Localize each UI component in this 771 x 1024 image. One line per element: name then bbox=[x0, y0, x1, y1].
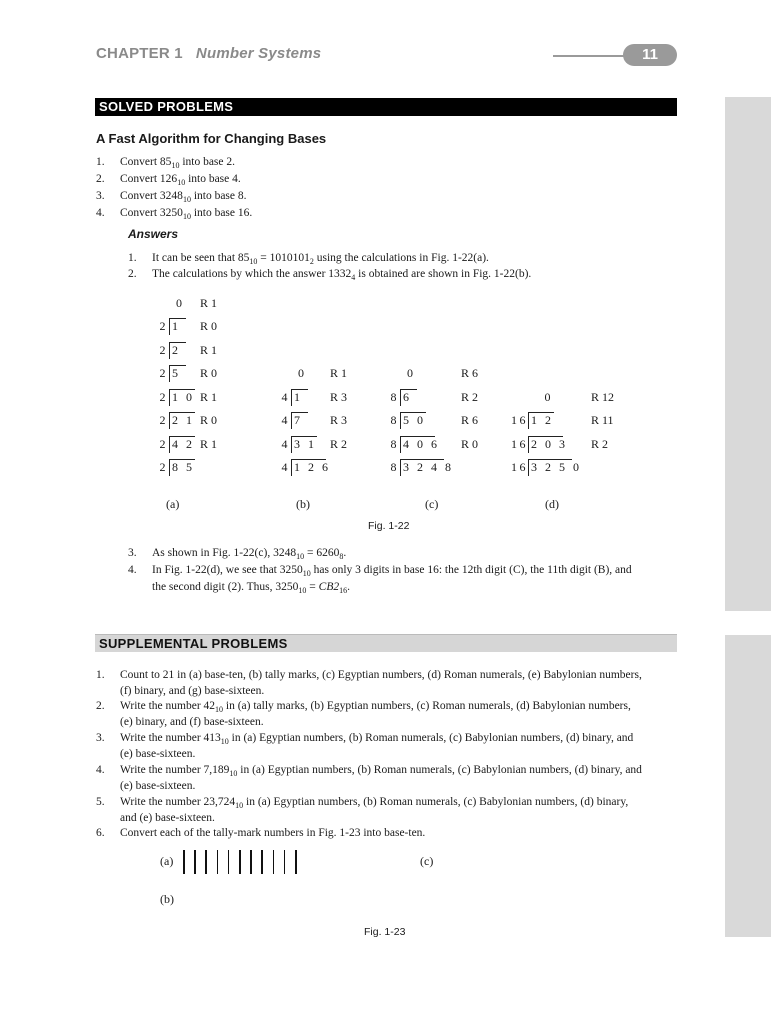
text-segment: 10 bbox=[249, 257, 258, 266]
text-segment: 10 bbox=[220, 737, 229, 746]
text-segment: 10 bbox=[215, 705, 224, 714]
text-segment: Write the number 23,724 bbox=[120, 796, 236, 808]
quotient-digits: 6 bbox=[403, 389, 412, 404]
figure-1-22-panel-label: (d) bbox=[545, 497, 559, 511]
remainder: R 2 bbox=[330, 436, 348, 451]
text-segment: in (a) tally marks, (b) Egyptian numbers, (c) Roman numerals, (d) Babylonian numbers, bbox=[223, 700, 631, 712]
figure-1-23-caption: Fig. 1-23 bbox=[364, 926, 406, 938]
tally-stroke bbox=[261, 850, 263, 874]
running-header bbox=[96, 45, 321, 62]
text-segment: 10 bbox=[296, 552, 305, 561]
divisor: 4 bbox=[281, 460, 290, 474]
remainder: R 0 bbox=[200, 366, 218, 380]
remainder: R 0 bbox=[461, 436, 479, 451]
remainder: R 6 bbox=[461, 366, 479, 380]
text-segment: Count to 21 in (a) base-ten, (b) tally marks, (c) Egyptian numbers, (d) Roman numerals, (e) Babylonian numbers, bbox=[120, 669, 642, 681]
text-segment: (e) binary, and (f) base-sixteen. bbox=[120, 716, 264, 728]
text-segment: Convert 85 bbox=[120, 156, 172, 168]
text-segment: = bbox=[306, 581, 319, 593]
item-number: 2. bbox=[96, 700, 105, 712]
item-text bbox=[152, 251, 489, 265]
chapter-title: Number Systems bbox=[195, 45, 322, 62]
text-segment: 10 bbox=[229, 769, 238, 778]
text-segment: (f) binary, and (g) base-sixteen. bbox=[120, 685, 265, 697]
quotient-digits: 1 bbox=[294, 389, 303, 404]
quotient-digits: 4 2 bbox=[172, 436, 195, 451]
remainder: R 3 bbox=[330, 413, 348, 427]
text-segment: Convert 3248 bbox=[120, 190, 183, 202]
text-segment: . bbox=[347, 581, 350, 593]
side-tab-lower bbox=[725, 635, 771, 937]
item-text bbox=[120, 811, 215, 825]
text-segment: 10 bbox=[302, 569, 311, 578]
text-segment: CB2 bbox=[318, 581, 340, 593]
chapter-label: CHAPTER 1 bbox=[96, 45, 183, 62]
quotient-digits: 0 bbox=[176, 295, 185, 310]
divisor: 2 bbox=[159, 366, 168, 380]
text-segment: (e) base-sixteen. bbox=[120, 780, 196, 792]
text-segment: 10 bbox=[298, 586, 307, 595]
text-segment: = 6260 bbox=[304, 547, 340, 559]
divisor: 2 bbox=[159, 413, 168, 427]
quotient-digits: 4 0 6 bbox=[403, 436, 440, 451]
item-text bbox=[120, 172, 241, 186]
quotient-digits: 1 bbox=[172, 319, 181, 333]
text-segment: and (e) base-sixteen. bbox=[120, 812, 215, 824]
text-segment: in (a) Egyptian numbers, (b) Roman numerals, (c) Babylonian numbers, (d) binary, bbox=[243, 796, 629, 808]
text-segment: 2 bbox=[309, 257, 314, 266]
item-number: 5. bbox=[96, 796, 105, 808]
divisor: 8 bbox=[390, 413, 399, 427]
item-text bbox=[120, 715, 264, 729]
item-number: 1. bbox=[96, 669, 105, 681]
quotient-digits: 3 2 5 0 bbox=[531, 460, 582, 474]
item-text bbox=[120, 779, 195, 793]
item-number: 1. bbox=[96, 156, 105, 168]
tally-stroke bbox=[250, 850, 252, 874]
tally-stroke bbox=[239, 850, 241, 874]
quotient-digits: 1 2 6 bbox=[294, 460, 331, 474]
item-number: 1. bbox=[128, 252, 137, 264]
text-segment: 8 bbox=[339, 552, 344, 561]
text-segment: Write the number 413 bbox=[120, 732, 221, 744]
text-segment: into base 4. bbox=[185, 173, 241, 185]
divisor: 8 bbox=[390, 460, 399, 474]
remainder: R 0 bbox=[200, 413, 218, 427]
side-tab-upper bbox=[725, 97, 771, 611]
text-segment: Convert 126 bbox=[120, 173, 178, 185]
item-number: 4. bbox=[96, 764, 105, 776]
item-text bbox=[120, 795, 628, 809]
text-segment: Convert 3250 bbox=[120, 207, 183, 219]
divisor: 2 bbox=[159, 460, 168, 474]
item-number: 4. bbox=[128, 564, 137, 576]
divisor: 8 bbox=[390, 436, 399, 451]
item-number: 2. bbox=[128, 268, 137, 280]
item-text bbox=[120, 747, 195, 761]
text-segment: 10 bbox=[182, 212, 191, 221]
item-text bbox=[120, 189, 247, 203]
section-heading: A Fast Algorithm for Changing Bases bbox=[96, 131, 327, 146]
text-segment: As shown in Fig. 1-22(c), 3248 bbox=[152, 547, 297, 559]
supplemental-problems-bar: SUPPLEMENTAL PROBLEMS bbox=[95, 634, 677, 652]
figure-1-23-panel-label: (c) bbox=[420, 854, 434, 868]
quotient-digits: 5 0 bbox=[403, 413, 426, 427]
item-text bbox=[120, 699, 631, 713]
text-segment: 10 bbox=[177, 178, 186, 187]
item-number: 4. bbox=[96, 207, 105, 219]
item-text bbox=[120, 731, 633, 745]
text-segment: is obtained are shown in Fig. 1-22(b). bbox=[355, 268, 532, 280]
header-rule bbox=[553, 55, 633, 57]
item-number: 2. bbox=[96, 173, 105, 185]
text-segment: The calculations by which the answer 1332 bbox=[152, 268, 352, 280]
item-text bbox=[120, 826, 425, 840]
text-segment: 10 bbox=[182, 195, 191, 204]
figure-1-23-panel-label: (a) bbox=[160, 854, 174, 868]
tally-stroke bbox=[228, 850, 230, 874]
tally-stroke bbox=[295, 850, 297, 874]
text-segment: in (a) Egyptian numbers, (b) Roman numerals, (c) Babylonian numbers, (d) binary, and bbox=[228, 732, 634, 744]
quotient-digits: 2 0 3 bbox=[531, 436, 568, 451]
item-text bbox=[152, 546, 346, 560]
item-number: 3. bbox=[96, 190, 105, 202]
quotient-digits: 5 bbox=[172, 366, 181, 380]
item-number: 6. bbox=[96, 827, 105, 839]
text-segment: Convert each of the tally-mark numbers in Fig. 1-23 into base-ten. bbox=[120, 827, 426, 839]
text-segment: into base 16. bbox=[190, 207, 253, 219]
item-text bbox=[120, 684, 264, 698]
divisor: 8 bbox=[390, 389, 399, 404]
divisor: 4 bbox=[281, 436, 290, 451]
text-segment: into base 2. bbox=[179, 156, 236, 168]
text-segment: using the calculations in Fig. 1-22(a). bbox=[313, 252, 489, 264]
remainder: R 1 bbox=[200, 389, 218, 404]
figure-1-22-panel-label: (c) bbox=[425, 497, 439, 511]
text-segment: (e) base-sixteen. bbox=[120, 748, 196, 760]
divisor: 2 bbox=[159, 389, 168, 404]
figure-1-22-caption: Fig. 1-22 bbox=[368, 520, 410, 532]
divisor: 4 bbox=[281, 389, 290, 404]
divisor: 2 bbox=[159, 319, 168, 333]
quotient-digits: 0 bbox=[407, 366, 416, 380]
text-segment: Write the number 7,189 bbox=[120, 764, 230, 776]
item-number: 3. bbox=[128, 547, 137, 559]
quotient-digits: 1 0 bbox=[172, 389, 195, 404]
divisor: 16 bbox=[511, 460, 528, 474]
item-text bbox=[120, 155, 235, 169]
quotient-digits: 2 bbox=[172, 342, 181, 357]
solved-problems-bar: SOLVED PROBLEMS bbox=[95, 98, 677, 116]
remainder: R 1 bbox=[330, 366, 348, 380]
tally-stroke bbox=[284, 850, 286, 874]
remainder: R 3 bbox=[330, 389, 348, 404]
divisor: 16 bbox=[511, 436, 528, 451]
figure-1-22-panel-label: (b) bbox=[296, 497, 310, 511]
item-text bbox=[120, 668, 642, 682]
remainder: R 0 bbox=[200, 319, 218, 333]
item-text bbox=[120, 206, 252, 220]
text-segment: into base 8. bbox=[190, 190, 247, 202]
text-segment: the second digit (2). Thus, 3250 bbox=[152, 581, 299, 593]
divisor: 2 bbox=[159, 342, 168, 357]
remainder: R 12 bbox=[591, 389, 615, 404]
text-segment: 16 bbox=[339, 586, 348, 595]
figure-1-22-panel-label: (a) bbox=[166, 497, 180, 511]
divisor: 2 bbox=[159, 436, 168, 451]
quotient-digits: 0 bbox=[298, 366, 307, 380]
divisor: 4 bbox=[281, 413, 290, 427]
remainder: R 2 bbox=[591, 436, 609, 451]
remainder: R 1 bbox=[200, 295, 218, 310]
remainder: R 11 bbox=[591, 413, 614, 427]
text-segment: In Fig. 1-22(d), we see that 3250 bbox=[152, 564, 303, 576]
quotient-digits: 3 1 bbox=[294, 436, 317, 451]
tally-stroke bbox=[205, 850, 207, 874]
remainder: R 2 bbox=[461, 389, 479, 404]
text-segment: = 1010101 bbox=[257, 252, 310, 264]
text-segment: Write the number 42 bbox=[120, 700, 216, 712]
quotient-digits: 0 bbox=[544, 389, 553, 404]
remainder: R 1 bbox=[200, 436, 218, 451]
quotient-digits: 2 1 bbox=[172, 413, 195, 427]
remainder: R 1 bbox=[200, 342, 218, 357]
remainder: R 6 bbox=[461, 413, 479, 427]
tally-stroke bbox=[194, 850, 196, 874]
item-text bbox=[120, 763, 642, 777]
tally-stroke bbox=[217, 850, 219, 874]
quotient-digits: 7 bbox=[294, 413, 303, 427]
item-text bbox=[152, 580, 350, 594]
page-number: 11 bbox=[623, 44, 677, 66]
item-text bbox=[152, 267, 531, 281]
item-text bbox=[152, 563, 632, 577]
text-segment: . bbox=[343, 547, 347, 559]
figure-1-23-panel-label: (b) bbox=[160, 892, 174, 906]
text-segment: 4 bbox=[351, 273, 356, 282]
quotient-digits: 8 5 bbox=[172, 460, 195, 474]
text-segment: has only 3 digits in base 16: the 12th digit (C), the 11th digit (B), and bbox=[310, 564, 632, 576]
text-segment: 10 bbox=[235, 801, 244, 810]
quotient-digits: 3 2 4 8 bbox=[403, 460, 454, 474]
answers-label: Answers bbox=[128, 227, 179, 241]
item-number: 3. bbox=[96, 732, 105, 744]
text-segment: in (a) Egyptian numbers, (b) Roman numerals, (c) Babylonian numbers, (d) binary, and bbox=[237, 764, 642, 776]
text-segment: 10 bbox=[171, 161, 180, 170]
text-segment: It can be seen that 85 bbox=[152, 252, 250, 264]
quotient-digits: 1 2 bbox=[531, 413, 554, 427]
tally-stroke bbox=[183, 850, 185, 874]
tally-stroke bbox=[273, 850, 275, 874]
divisor: 16 bbox=[511, 413, 528, 427]
